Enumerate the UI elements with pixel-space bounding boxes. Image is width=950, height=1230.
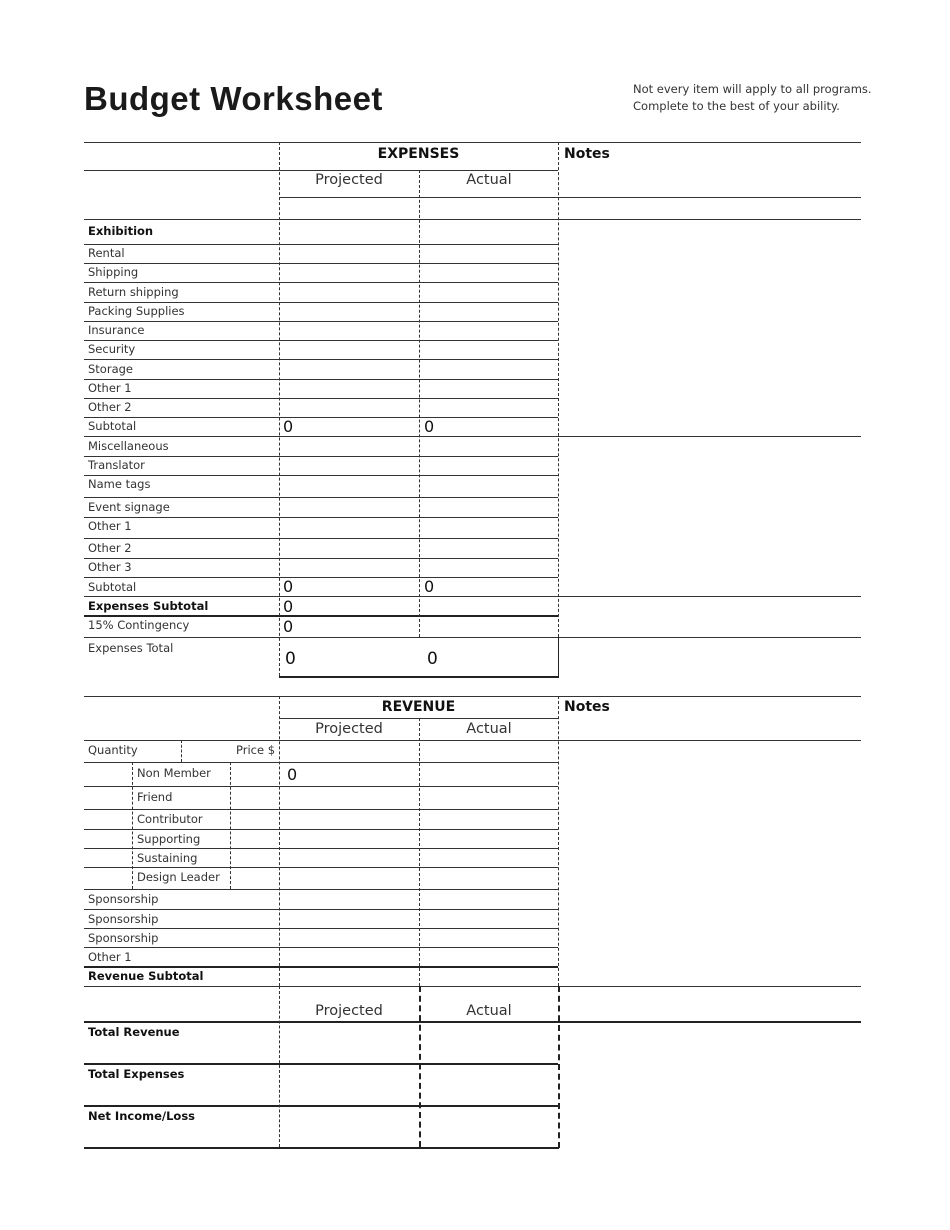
expenses-notes-label: Notes — [564, 146, 610, 162]
exhibition-subtotal-actual: 0 — [424, 417, 435, 436]
summary-col-projected: Projected — [315, 1003, 383, 1019]
divider — [558, 696, 559, 986]
divider — [84, 829, 558, 830]
row-label: Insurance — [88, 323, 145, 337]
divider — [84, 577, 558, 578]
row-label: Security — [88, 342, 136, 356]
divider — [279, 197, 861, 198]
misc-subtotal-actual: 0 — [424, 577, 435, 596]
divider — [279, 676, 559, 678]
summary-col-actual: Actual — [466, 1003, 512, 1019]
row-label: Name tags — [88, 477, 151, 491]
intro-note-line-1: Not every item will apply to all programs. — [633, 82, 872, 96]
divider — [279, 142, 280, 676]
divider — [84, 809, 558, 810]
divider — [84, 966, 558, 968]
divider — [84, 558, 558, 559]
expenses-header: EXPENSES — [377, 146, 460, 162]
divider — [84, 596, 861, 597]
row-label: Sponsorship — [88, 931, 159, 945]
divider — [558, 637, 559, 677]
divider — [84, 398, 558, 399]
divider — [84, 282, 558, 283]
divider — [84, 889, 558, 890]
divider — [84, 263, 558, 264]
divider — [419, 170, 420, 637]
divider — [84, 986, 861, 987]
row-label: Storage — [88, 362, 133, 376]
row-label-revenue-subtotal: Revenue Subtotal — [88, 969, 204, 983]
revenue-header: REVENUE — [381, 699, 456, 715]
row-label-subtotal: Subtotal — [88, 580, 137, 594]
row-label: Sustaining — [137, 851, 198, 865]
revenue-col-projected: Projected — [315, 721, 383, 737]
row-label: Sponsorship — [88, 892, 159, 906]
row-label: Shipping — [88, 265, 139, 279]
divider — [132, 762, 133, 889]
contingency-projected: 0 — [283, 617, 294, 636]
divider — [84, 1105, 558, 1107]
expenses-subtotal-projected: 0 — [283, 597, 294, 616]
row-label-subtotal: Subtotal — [88, 419, 137, 433]
divider — [84, 417, 558, 418]
section-label-exhibition: Exhibition — [88, 224, 154, 238]
row-label-expenses-subtotal: Expenses Subtotal — [88, 599, 209, 613]
divider — [84, 436, 861, 437]
price-label: Price $ — [236, 743, 276, 757]
page-title: Budget Worksheet — [84, 80, 383, 117]
divider — [84, 517, 558, 518]
quantity-label: Quantity — [88, 743, 138, 757]
row-label-net-income: Net Income/Loss — [88, 1109, 196, 1123]
misc-subtotal-projected: 0 — [283, 577, 294, 596]
row-label-total-revenue: Total Revenue — [88, 1025, 180, 1039]
divider — [84, 359, 558, 360]
divider — [84, 170, 279, 171]
divider — [230, 762, 231, 889]
divider — [84, 947, 558, 948]
divider — [84, 696, 861, 697]
row-label: Return shipping — [88, 285, 179, 299]
row-label: Other 1 — [88, 950, 132, 964]
row-label: Other 2 — [88, 400, 132, 414]
divider — [84, 786, 558, 787]
intro-note-line-2: Complete to the best of your ability. — [633, 99, 840, 113]
row-label: Rental — [88, 246, 125, 260]
expenses-total-actual: 0 — [427, 649, 438, 669]
row-label: Other 3 — [88, 560, 132, 574]
divider — [84, 909, 558, 910]
divider — [84, 1021, 861, 1023]
row-label: Event signage — [88, 500, 170, 514]
row-label: Translator — [88, 458, 145, 472]
divider — [84, 1063, 558, 1065]
divider — [84, 538, 558, 539]
divider — [181, 740, 182, 762]
expenses-total-projected: 0 — [285, 649, 296, 669]
divider — [84, 615, 558, 617]
divider — [558, 142, 559, 637]
row-label: Miscellaneous — [88, 439, 169, 453]
divider — [84, 475, 558, 476]
divider — [84, 762, 558, 763]
divider — [84, 740, 861, 741]
divider — [84, 142, 861, 143]
row-label-total-expenses: Total Expenses — [88, 1067, 185, 1081]
divider — [84, 302, 558, 303]
row-label: Other 1 — [88, 381, 132, 395]
divider — [84, 219, 861, 220]
row-label: Sponsorship — [88, 912, 159, 926]
revenue-notes-label: Notes — [564, 699, 610, 715]
divider — [84, 497, 558, 498]
divider — [84, 379, 558, 380]
exhibition-subtotal-projected: 0 — [283, 417, 294, 436]
divider — [84, 321, 558, 322]
row-label: Other 1 — [88, 519, 132, 533]
divider — [84, 340, 558, 341]
revenue-col-actual: Actual — [466, 721, 512, 737]
row-label: Packing Supplies — [88, 304, 185, 318]
row-label: Friend — [137, 790, 173, 804]
divider — [84, 244, 558, 245]
divider — [84, 1147, 559, 1149]
divider — [84, 848, 558, 849]
divider — [84, 637, 861, 638]
row-label-expenses-total: Expenses Total — [88, 641, 174, 655]
divider — [84, 867, 558, 868]
expenses-col-projected: Projected — [315, 172, 383, 188]
row-label: Other 2 — [88, 541, 132, 555]
divider — [84, 456, 558, 457]
row-label: Contributor — [137, 812, 203, 826]
row-label-contingency: 15% Contingency — [88, 618, 190, 632]
row-label: Design Leader — [137, 870, 220, 884]
divider — [419, 718, 420, 986]
row-label: Supporting — [137, 832, 201, 846]
row-label: Non Member — [137, 766, 211, 780]
divider — [84, 928, 558, 929]
non-member-projected: 0 — [287, 765, 298, 784]
expenses-col-actual: Actual — [466, 172, 512, 188]
divider — [279, 696, 280, 986]
